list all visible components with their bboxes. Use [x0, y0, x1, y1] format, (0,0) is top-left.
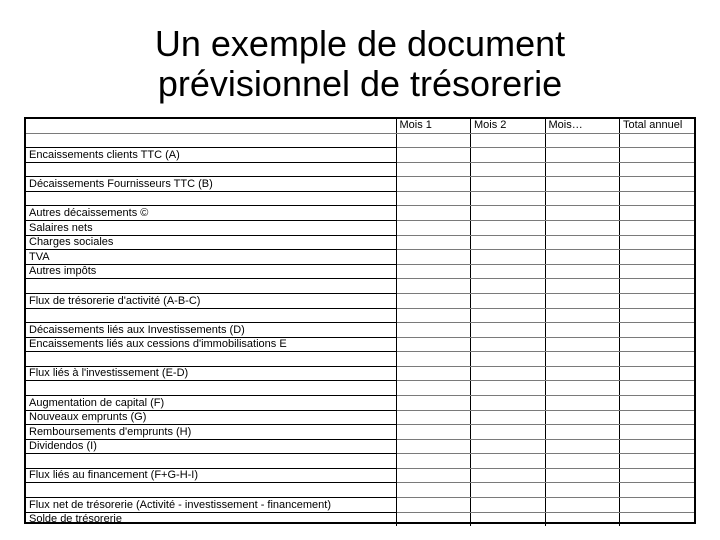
table-row — [26, 425, 694, 440]
value-cell — [620, 133, 695, 148]
treasury-forecast-table — [24, 117, 696, 524]
row-label — [26, 381, 396, 396]
value-cell — [396, 395, 471, 410]
table-row — [26, 483, 694, 498]
value-cell — [471, 162, 546, 177]
header-label-cell — [26, 119, 396, 133]
value-cell — [620, 279, 695, 294]
value-cell — [620, 177, 695, 192]
value-cell — [471, 352, 546, 367]
value-cell — [545, 191, 620, 206]
row-label: Flux de trésorerie d'activité (A-B-C) — [26, 293, 396, 308]
row-label — [26, 454, 396, 469]
value-cell — [545, 293, 620, 308]
value-cell — [620, 206, 695, 221]
row-label — [26, 279, 396, 294]
value-cell — [620, 308, 695, 323]
value-cell — [620, 323, 695, 338]
value-cell — [471, 133, 546, 148]
value-cell — [620, 366, 695, 381]
row-label: Décaissements Fournisseurs TTC (B) — [26, 177, 396, 192]
table-row — [26, 498, 694, 513]
table-row — [26, 381, 694, 396]
value-cell — [471, 177, 546, 192]
table-row — [26, 468, 694, 483]
value-cell — [471, 425, 546, 440]
value-cell — [545, 133, 620, 148]
table-row — [26, 235, 694, 250]
value-cell — [620, 352, 695, 367]
row-label: Encaissements clients TTC (A) — [26, 148, 396, 163]
value-cell — [471, 395, 546, 410]
forecast-rows — [26, 133, 694, 526]
value-cell — [545, 454, 620, 469]
table-row — [26, 279, 694, 294]
table-row — [26, 162, 694, 177]
row-label: Augmentation de capital (F) — [26, 395, 396, 410]
value-cell — [471, 235, 546, 250]
table-row — [26, 293, 694, 308]
value-cell — [471, 454, 546, 469]
value-cell — [396, 308, 471, 323]
value-cell — [545, 381, 620, 396]
table-row — [26, 148, 694, 163]
value-cell — [545, 498, 620, 513]
value-cell — [471, 250, 546, 265]
value-cell — [471, 308, 546, 323]
row-label — [26, 352, 396, 367]
value-cell — [620, 410, 695, 425]
value-cell — [396, 337, 471, 352]
value-cell — [545, 439, 620, 454]
value-cell — [396, 352, 471, 367]
value-cell — [545, 366, 620, 381]
value-cell — [620, 250, 695, 265]
value-cell — [471, 439, 546, 454]
value-cell — [545, 264, 620, 279]
slide-title — [0, 24, 720, 104]
row-label: Encaissements liés aux cessions d'immobilisations E — [26, 337, 396, 352]
value-cell — [471, 264, 546, 279]
value-cell — [396, 483, 471, 498]
value-cell — [620, 425, 695, 440]
value-cell — [471, 410, 546, 425]
value-cell — [471, 279, 546, 294]
value-cell — [545, 148, 620, 163]
value-cell — [396, 177, 471, 192]
value-cell — [396, 162, 471, 177]
value-cell — [471, 366, 546, 381]
value-cell — [396, 235, 471, 250]
title-line-1: Un exemple de document — [154, 23, 566, 64]
value-cell — [471, 206, 546, 221]
value-cell — [545, 279, 620, 294]
value-cell — [545, 337, 620, 352]
forecast-grid — [26, 119, 694, 526]
value-cell — [396, 293, 471, 308]
value-cell — [620, 162, 695, 177]
row-label: Autres décaissements © — [26, 206, 396, 221]
row-label: Charges sociales — [26, 235, 396, 250]
value-cell — [545, 395, 620, 410]
value-cell — [471, 323, 546, 338]
table-row — [26, 410, 694, 425]
row-label — [26, 162, 396, 177]
value-cell — [545, 162, 620, 177]
header-month-1: Mois 1 — [396, 119, 471, 133]
table-row — [26, 264, 694, 279]
value-cell — [396, 454, 471, 469]
table-row — [26, 366, 694, 381]
value-cell — [545, 206, 620, 221]
value-cell — [620, 439, 695, 454]
value-cell — [471, 337, 546, 352]
table-row — [26, 221, 694, 236]
row-label: Salaires nets — [26, 221, 396, 236]
row-label: Remboursements d'emprunts (H) — [26, 425, 396, 440]
value-cell — [620, 468, 695, 483]
value-cell — [396, 381, 471, 396]
value-cell — [620, 221, 695, 236]
value-cell — [620, 395, 695, 410]
value-cell — [545, 221, 620, 236]
row-label: TVA — [26, 250, 396, 265]
value-cell — [396, 366, 471, 381]
table-row — [26, 206, 694, 221]
value-cell — [545, 410, 620, 425]
row-label — [26, 308, 396, 323]
value-cell — [396, 468, 471, 483]
value-cell — [545, 177, 620, 192]
value-cell — [620, 381, 695, 396]
value-cell — [620, 483, 695, 498]
value-cell — [396, 279, 471, 294]
value-cell — [396, 323, 471, 338]
value-cell — [545, 323, 620, 338]
value-cell — [620, 454, 695, 469]
value-cell — [471, 512, 546, 526]
value-cell — [471, 293, 546, 308]
table-row — [26, 512, 694, 526]
table-row — [26, 454, 694, 469]
value-cell — [620, 337, 695, 352]
row-label: Autres impôts — [26, 264, 396, 279]
value-cell — [620, 293, 695, 308]
table-row — [26, 133, 694, 148]
table-row — [26, 337, 694, 352]
value-cell — [620, 148, 695, 163]
row-label — [26, 483, 396, 498]
value-cell — [471, 498, 546, 513]
value-cell — [545, 250, 620, 265]
row-label: Dividendos (I) — [26, 439, 396, 454]
header-annual-total: Total annuel — [620, 119, 695, 133]
row-label: Décaissements liés aux Investissements (D) — [26, 323, 396, 338]
header-row — [26, 119, 694, 133]
value-cell — [471, 381, 546, 396]
value-cell — [620, 191, 695, 206]
value-cell — [396, 410, 471, 425]
table-row — [26, 250, 694, 265]
value-cell — [396, 250, 471, 265]
value-cell — [545, 468, 620, 483]
value-cell — [396, 221, 471, 236]
table-row — [26, 439, 694, 454]
value-cell — [545, 308, 620, 323]
table-row — [26, 177, 694, 192]
value-cell — [471, 191, 546, 206]
value-cell — [545, 352, 620, 367]
value-cell — [545, 235, 620, 250]
table-row — [26, 191, 694, 206]
value-cell — [545, 483, 620, 498]
value-cell — [620, 498, 695, 513]
value-cell — [396, 439, 471, 454]
value-cell — [396, 512, 471, 526]
row-label — [26, 133, 396, 148]
row-label: Nouveaux emprunts (G) — [26, 410, 396, 425]
value-cell — [396, 498, 471, 513]
table-row — [26, 323, 694, 338]
header-month-etc: Mois… — [545, 119, 620, 133]
value-cell — [471, 148, 546, 163]
value-cell — [396, 206, 471, 221]
value-cell — [396, 148, 471, 163]
header-month-2: Mois 2 — [471, 119, 546, 133]
value-cell — [620, 264, 695, 279]
title-line-2: prévisionnel de trésorerie — [157, 63, 563, 104]
value-cell — [620, 512, 695, 526]
table-row — [26, 308, 694, 323]
value-cell — [471, 468, 546, 483]
row-label: Flux net de trésorerie (Activité - investissement - financement) — [26, 498, 396, 513]
row-label: Solde de trésorerie — [29, 513, 122, 526]
value-cell — [471, 221, 546, 236]
table-row — [26, 352, 694, 367]
value-cell — [545, 425, 620, 440]
value-cell — [396, 264, 471, 279]
value-cell — [396, 425, 471, 440]
row-label — [26, 191, 396, 206]
row-label: Flux liés à l'investissement (E-D) — [26, 366, 396, 381]
row-label: Flux liés au financement (F+G-H-I) — [26, 468, 396, 483]
value-cell — [620, 235, 695, 250]
value-cell — [545, 512, 620, 526]
value-cell — [396, 133, 471, 148]
value-cell — [471, 483, 546, 498]
value-cell — [396, 191, 471, 206]
table-row — [26, 395, 694, 410]
